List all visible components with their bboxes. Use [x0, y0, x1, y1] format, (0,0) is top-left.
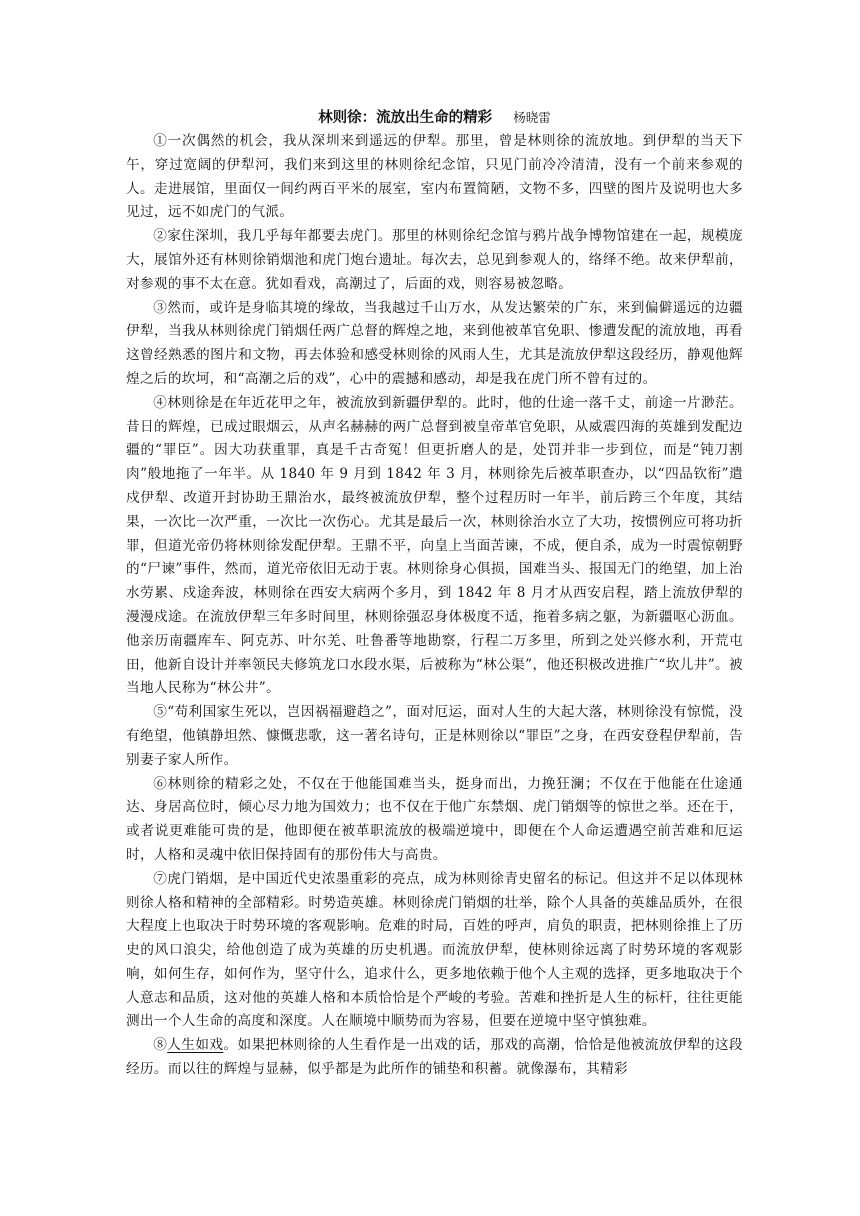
title-row: [126, 104, 743, 130]
paragraph-8-number: ⑧: [153, 1037, 168, 1054]
paragraph-7: ⑦虎门销烟，是中国近代史浓墨重彩的亮点，成为林则徐青史留名的标记。但这并不足以体现林则徐人格和精神的全部精彩。时势造英雄。林则徐虎门销烟的壮举，除个人具备的英雄品质外，在很大程度上也取决于时势环境的客观影响。危难的时局，百姓的呼声，肩负的职责，把林则徐推上了历史的风口浪尖，给他创造了成为英雄的历史机遇。而流放伊犁，使林则徐远离了时势环境的客观影响，如何生存，如何作为，坚守什么，追求什么，更多地依赖于他个人主观的选择，更多地取决于个人意志和品质，这对他的英雄人格和本质恰恰是个严峻的考验。苦难和挫折是人生的标杆，往往更能测出一个人生命的高度和深度。人在顺境中顺势而为容易，但要在逆境中坚守慎独难。: [126, 870, 743, 1030]
paragraph-1: ①一次偶然的机会，我从深圳来到遥远的伊犁。那里，曾是林则徐的流放地。到伊犁的当天下午，穿过宽阔的伊犁河，我们来到这里的林则徐纪念馆，只见门前冷冷清清，没有一个前来参观的人。走进展馆，里面仅一间约两百平米的展室，室内布置简陋，文物不多，四壁的图片及说明也大多见过，远不如虎门的气派。: [126, 133, 743, 221]
article-title: 林则徐：流放出生命的精彩: [318, 110, 493, 126]
paragraph-3: ③然而，或许是身临其境的缘故，当我越过千山万水，从发达繁荣的广东，来到偏僻遥远的边疆伊犁，当我从林则徐虎门销烟任两广总督的辉煌之地，来到他被革官免职、惨遭发配的流放地，再看这曾经熟悉的图片和文物，再去体验和感受林则徐的风雨人生，尤其是流放伊犁这段经历，静观他辉煌之后的坎坷，和“高潮之后的戏”，心中的震撼和感动，却是我在虎门所不曾有过的。: [126, 299, 743, 387]
paragraph-8: [126, 1034, 743, 1082]
paragraph-4: ④林则徐是在年近花甲之年，被流放到新疆伊犁的。此时，他的仕途一落千丈，前途一片渺茫。昔日的辉煌，已成过眼烟云，从声名赫赫的两广总督到被皇帝革官免职，从威震四海的英雄到发配边疆的“罪臣”。因大功获重罪，真是千古奇冤！但更折磨人的是，处罚并非一步到位，而是“钝刀割肉”般地拖了一年半。从 1840 年 9 月到 1842 年 3 月，林则徐先后被革职查办，以“四品钦衔”遣戍伊犁、改道开封协助王鼎治水，最终被流放伊犁，整个过程历时一年半，前后跨三个年度，其结果，一次比一次严重，一次比一次伤心。尤其是最后一次，林则徐治水立了大功，按惯例应可将功折罪，但道光帝仍将林则徐发配伊犁。王鼎不平，向皇上当面苦谏，不成，便自杀，成为一时震惊朝野的“尸谏”事件，然而，道光帝依旧无动于衷。林则徐身心俱损，国难当头、报国无门的绝望，加上治水劳累、戍途奔波，林则徐在西安大病两个多月，到 1842 年 8 月才从西安启程，踏上流放伊犁的漫漫戍途。在流放伊犁三年多时间里，林则徐强忍身体极度不适，拖着多病之躯，为新疆呕心沥血。他亲历南疆库车、阿克苏、叶尔羌、吐鲁番等地勘察，行程二万多里，所到之处兴修水利，开荒屯田，他新自设计并率领民夫修筑龙口水段水渠，后被称为“林公渠”，他还积极改进推广“坎儿井”。被当地人民称为“林公井”。: [126, 394, 743, 697]
paragraph-2: ②家住深圳，我几乎每年都要去虎门。那里的林则徐纪念馆与鸦片战争博物馆建在一起，规模庞大，展馆外还有林则徐销烟池和虎门炮台遗址。每次去，总见到参观人的，络绎不绝。故来伊犁前，对参观的事不太在意。犹如看戏，高潮过了，后面的戏，则容易被忽略。: [126, 228, 743, 292]
paragraph-5: ⑤“苟利国家生死以，岂因祸福避趋之”，面对厄运，面对人生的大起大落，林则徐没有惊慌，没有绝望，他镇静坦然、慷慨悲歌，这一著名诗句，正是林则徐以“罪臣”之身，在西安登程伊犁前，告别妻子家人所作。: [126, 704, 743, 768]
article: [126, 104, 743, 1082]
paragraph-6: ⑥林则徐的精彩之处，不仅在于他能国难当头，挺身而出，力挽狂澜；不仅在于他能在仕途通达、身居高位时，倾心尽力地为国效力；也不仅在于他广东禁烟、虎门销烟等的惊世之举。还在于，或者说更难能可贵的是，他即便在被革职流放的极端逆境中，即便在个人命运遭遇空前苦难和厄运时，人格和灵魂中依旧保持固有的那份伟大与高贵。: [126, 775, 743, 863]
underlined-phrase: 人生如戏: [167, 1037, 224, 1054]
paragraph-8-text: 。如果把林则徐的人生看作是一出戏的话，那戏的高潮，恰恰是他被流放伊犁的这段经历。而以往的辉煌与显赫，似乎都是为此所作的铺垫和积蓄。就像瀑布，其精彩: [126, 1037, 743, 1078]
article-author: 杨晓雷: [513, 110, 551, 125]
